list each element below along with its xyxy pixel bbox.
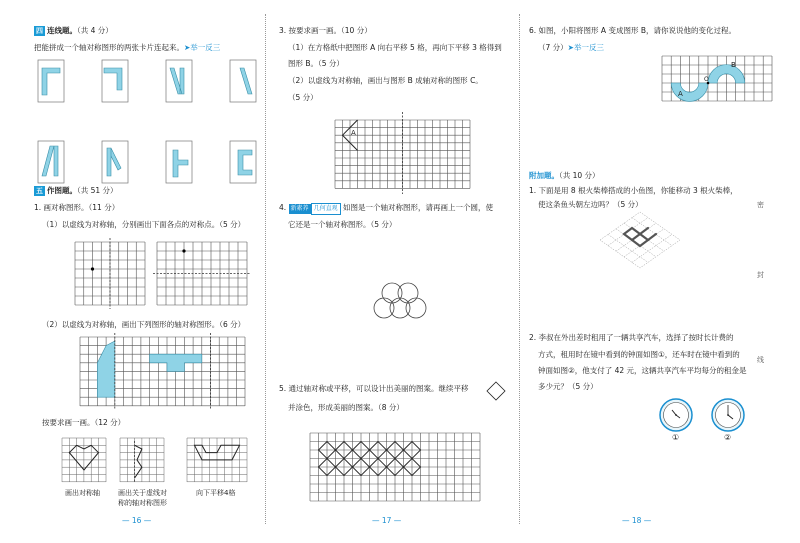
section-5-heading: 五 作图题。（共 51 分） bbox=[36, 186, 118, 195]
section-4-badge: 四 bbox=[36, 27, 43, 35]
figure-b-label: B bbox=[731, 61, 736, 69]
question-3-part-2b: （5 分） bbox=[288, 93, 318, 102]
section-4-heading: 四 连线题。（共 4 分） bbox=[36, 26, 113, 35]
page-number-18: — 18 — bbox=[622, 516, 652, 525]
extra-q2-line-2: 方式，租用时在镜中看到的钟面如图①，还车时在镜中看到的 bbox=[538, 350, 740, 359]
question-5-line-2: 并涂色，形成美丽的图案。（8 分） bbox=[288, 403, 404, 412]
binding-mark-3: 线 bbox=[757, 356, 764, 364]
extra-q2-line-4: 多少元？（5 分） bbox=[538, 382, 598, 391]
question-6-line-1: 6. 如图，小阳将图形 A 变成图形 B，请你说说他的变化过程。 bbox=[529, 26, 736, 35]
question-3: 3. 按要求画一画。（10 分） bbox=[279, 26, 372, 35]
figure-a-label: A bbox=[351, 129, 356, 137]
question-4: 4. 新素养 几何直观 如图是一个轴对称图形，请再画上一个圆，使 bbox=[279, 203, 493, 215]
question-3-part-2a: （2）以虚线为对称轴，画出与图形 B 成轴对称的图形 C。 bbox=[288, 76, 483, 85]
question-6-line-2: （7 分）➤举一反三 bbox=[538, 43, 604, 52]
question-1-part-2: （2）以虚线为对称轴，画出下列图形的轴对称图形。（6 分） bbox=[42, 320, 246, 329]
question-1-part-1: （1）以虚线为对称轴，分别画出下面各点的对称点。（5 分） bbox=[42, 220, 246, 229]
extra-q1-line-2: 使这条鱼头朝左边吗？（5 分） bbox=[538, 200, 643, 209]
clock-1-label: ① bbox=[672, 433, 680, 442]
page-number-16: — 16 — bbox=[122, 516, 152, 525]
tag-new-literacy: 新素养 bbox=[290, 205, 309, 212]
question-2: 按要求画一画。（12 分） bbox=[42, 418, 126, 427]
section-5-badge: 五 bbox=[36, 187, 43, 195]
caption-draw-axis: 画出对称轴 bbox=[65, 489, 100, 497]
extra-q2-line-1: 2. 李叔在外出差时租用了一辆共享汽车，选择了按时长计费的 bbox=[529, 333, 734, 342]
question-3-part-1a: （1）在方格纸中把图形 A 向右平移 5 格，再向下平移 3 格得到 bbox=[288, 43, 502, 52]
question-1: 1. 画对称图形。（11 分） bbox=[34, 203, 120, 212]
extra-q2-line-3: 钟面如图②，他支付了 42 元，这辆共享汽车平均每分的租金是 bbox=[538, 366, 747, 375]
practice-link[interactable]: ➤举一反三 bbox=[184, 43, 221, 52]
practice-link-2[interactable]: ➤举一反三 bbox=[567, 43, 604, 52]
caption-reflect-a: 画出关于虚线对 bbox=[118, 489, 167, 497]
extra-heading: 附加题。（共 10 分） bbox=[529, 171, 600, 180]
figure-a-label-2: A bbox=[678, 90, 683, 98]
question-4-line-2: 它还是一个轴对称图形。（5 分） bbox=[288, 220, 397, 229]
question-3-part-1b: 图形 B。（5 分） bbox=[288, 59, 344, 68]
question-5-line-1: 5. 通过轴对称或平移，可以设计出美丽的图案。继续平移 bbox=[279, 384, 469, 393]
section-4-instruction: 把能拼成一个轴对称图形的两张卡片连起来。➤举一反三 bbox=[34, 43, 221, 52]
clock-2-label: ② bbox=[724, 433, 732, 442]
binding-mark-2: 封 bbox=[757, 271, 764, 279]
caption-reflect-b: 称的轴对称图形 bbox=[118, 499, 167, 507]
page-number-17: — 17 — bbox=[372, 516, 402, 525]
tag-geometry: 几何直观 bbox=[311, 203, 341, 215]
binding-mark-1: 密 bbox=[757, 201, 764, 209]
extra-q1-line-1: 1. 下面是用 8 根火柴棒搭成的小鱼图，你能移动 3 根火柴棒， bbox=[529, 186, 738, 195]
caption-translate: 向下平移4格 bbox=[196, 489, 236, 497]
point-o-label: O bbox=[704, 76, 709, 83]
